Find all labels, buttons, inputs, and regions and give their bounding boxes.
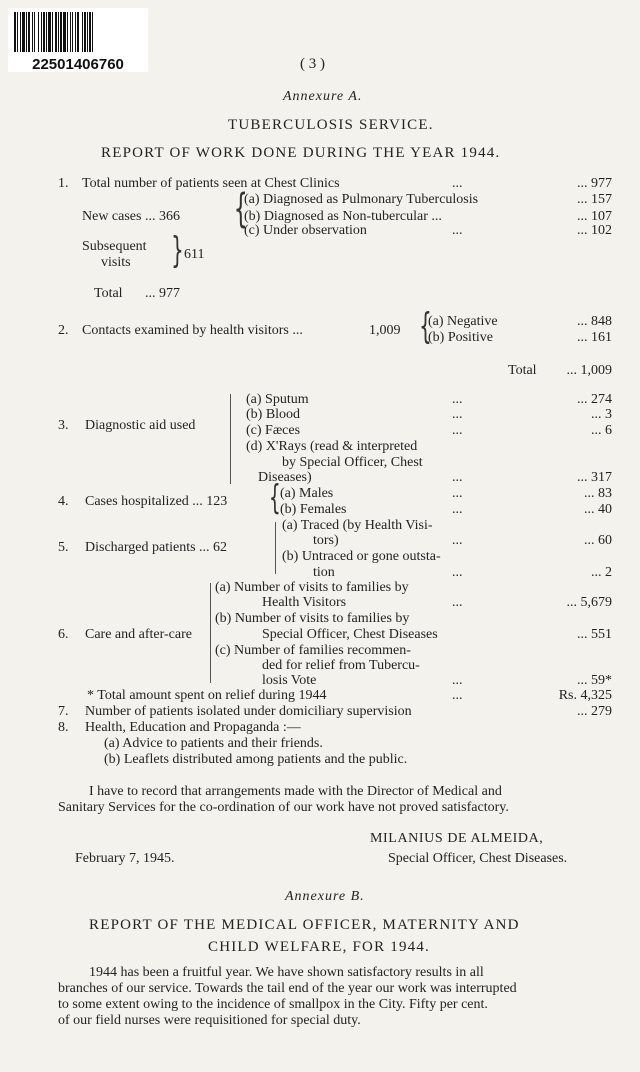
signature-name: MILANIUS DE ALMEIDA, [370,831,544,846]
item6-b-value: ... 551 [577,627,612,642]
barcode-bar [67,12,68,52]
annex-b-title2: CHILD WELFARE, FOR 1944. [208,939,430,955]
barcode-bar [87,12,88,52]
item3-number: 3. [58,418,69,433]
barcode-bar [43,12,45,52]
item1-new-cases: New cases ... 366 [82,209,180,224]
item3-text: Diagnostic aid used [85,418,196,433]
item4-number: 4. [58,494,69,509]
item6-a-line2: Health Visitors [262,595,347,610]
barcode-bar [84,12,86,52]
item5-a-dots: ... [452,533,463,548]
item2-number: 2. [58,323,69,338]
item2-total-label: Total [508,363,537,378]
barcode-bar [63,12,66,52]
item5-b-line2: tion [313,565,335,580]
item5-a-line1: (a) Traced (by Health Visi- [282,518,433,533]
item1-a-value: ... 157 [577,192,612,207]
item6-a-line1: (a) Number of visits to families by [215,580,409,595]
barcode-bar [89,12,91,52]
closing-line2: Sanitary Services for the co-ordination of our work have not proved satisfactory. [58,800,509,815]
barcode-bar [77,12,79,52]
item1-subsequent-value: 611 [184,247,205,262]
item6-a-value: ... 5,679 [566,595,612,610]
item5-text: Discharged patients ... 62 [85,540,228,555]
barcode-bar [17,12,18,52]
item1-dots: ... [452,176,463,191]
item1-text: Total number of patients seen at Chest Clinics [82,176,340,191]
item2-b: (b) Positive [428,330,493,345]
item6-c-value: ... 59* [577,673,612,688]
annex-b-label: Annexure B. [285,889,365,904]
item5-b-dots: ... [452,565,463,580]
item5-number: 5. [58,540,69,555]
item8-number: 8. [58,720,69,735]
item3-d-dots: ... [452,470,463,485]
item2-a: (a) Negative [428,314,498,329]
item4-a-dots: ... [452,486,463,501]
item2-b-value: ... 161 [577,330,612,345]
item5-a-line2: tors) [313,533,339,548]
closing-line1: I have to record that arrangements made with the Director of Medical and [89,784,502,799]
item3-d-line1: (d) X'Rays (read & interpreted [246,439,418,454]
barcode [8,8,148,72]
annex-b-p3: to some extent owing to the incidence of smallpox in the City. Fifty per cent. [58,997,488,1012]
item1-number: 1. [58,176,69,191]
item3-c: (c) Fæces [246,423,301,438]
annex-a-label: Annexure A. [283,89,363,104]
annex-b-p1: 1944 has been a fruitful year. We have shown satisfactory results in all [89,965,484,980]
barcode-bar [82,12,83,52]
item1-b: (b) Diagnosed as Non-tubercular ... [244,209,442,224]
item1-total-value: ... 977 [145,286,180,301]
barcode-bar [38,12,39,52]
item3-a-value: ... 274 [577,392,612,407]
item3-b-dots: ... [452,407,463,422]
item5-a-value: ... 60 [584,533,612,548]
annex-a-subtitle: REPORT OF WORK DONE DURING THE YEAR 1944. [101,145,501,161]
item1-c-value: ... 102 [577,223,612,238]
item4-a-value: ... 83 [584,486,612,501]
barcode-bar [52,12,53,52]
item1-brace: { [233,186,248,232]
item6-c-line3: losis Vote [262,673,317,688]
item4-brace: { [268,478,281,518]
item4-b-value: ... 40 [584,502,612,517]
item2-a-value: ... 848 [577,314,612,329]
barcode-bar [32,12,33,52]
barcode-bar [34,12,35,52]
annex-b-p4: of our field nurses were requisitioned for special duty. [58,1013,361,1028]
item8-b: (b) Leaflets distributed among patients and the public. [104,752,408,767]
item7-value: ... 279 [577,704,612,719]
barcode-bar [75,12,76,52]
item3-c-value: ... 6 [591,423,612,438]
barcode-bar [58,12,59,52]
item2-count: 1,009 [369,323,401,338]
barcode-bar [41,12,42,52]
barcode-bar [55,12,57,52]
item3-a-dots: ... [452,392,463,407]
item1-b-value: ... 107 [577,209,612,224]
item6-brace-line [210,583,212,683]
barcode-bar [28,12,30,52]
item6-b-line1: (b) Number of visits to families by [215,611,410,626]
item6-c-line2: ded for relief from Tubercu- [262,658,420,673]
annex-a-title: TUBERCULOSIS SERVICE. [228,117,434,133]
item4-b: (b) Females [280,502,347,517]
item3-c-dots: ... [452,423,463,438]
item3-d-line2: by Special Officer, Chest [282,455,423,470]
barcode-bar [26,12,27,52]
item2-total-value: ... 1,009 [566,363,612,378]
item1-value: ... 977 [577,176,612,191]
annex-b-p2: branches of our service. Towards the tail end of the year our work was interrupted [58,981,517,996]
item1-c: (c) Under observation [244,223,367,238]
item8-a: (a) Advice to patients and their friends. [104,736,323,751]
item2-text: Contacts examined by health visitors ... [82,323,303,338]
barcode-bar [14,12,16,52]
item3-b-value: ... 3 [591,407,612,422]
item6-c-line1: (c) Number of families recommen- [215,643,411,658]
item5-b-line1: (b) Untraced or gone outsta- [282,549,441,564]
item4-b-dots: ... [452,502,463,517]
item6-b-line2: Special Officer, Chest Diseases [262,627,438,642]
annex-b-title1: REPORT OF THE MEDICAL OFFICER, MATERNITY AND [89,917,520,933]
item1-subsequent-1: Subsequent [82,239,147,254]
item1-subsequent-2: visits [101,255,131,270]
item7-text: Number of patients isolated under domiciliary supervision [85,704,412,719]
item1-subsequent-brace: } [171,230,184,271]
item1-total-label: Total [94,286,123,301]
item6-number: 6. [58,627,69,642]
barcode-bar [22,12,25,52]
barcode-number: 22501406760 [32,56,124,73]
barcode-bar [60,12,62,52]
barcode-bar [20,12,21,52]
item4-text: Cases hospitalized ... 123 [85,494,228,509]
barcode-bars [8,8,148,56]
page-number: ( 3 ) [300,56,325,72]
item5-b-value: ... 2 [591,565,612,580]
item4-a: (a) Males [280,486,334,501]
item6-footnote: * Total amount spent on relief during 1944 [87,688,327,703]
item5-brace-line [275,522,277,574]
item3-brace-line [230,394,232,484]
item3-d-value: ... 317 [577,470,612,485]
signature-date: February 7, 1945. [75,851,175,866]
item8-text: Health, Education and Propaganda :— [85,720,301,735]
barcode-bar [72,12,73,52]
item3-a: (a) Sputum [246,392,309,407]
barcode-bar [70,12,71,52]
signature-title: Special Officer, Chest Diseases. [388,851,568,866]
barcode-bar [92,12,93,52]
item6-a-dots: ... [452,595,463,610]
item7-number: 7. [58,704,69,719]
item6-text: Care and after-care [85,627,192,642]
item3-b: (b) Blood [246,407,301,422]
item1-c-dots: ... [452,223,463,238]
barcode-bar [46,12,47,52]
item6-c-dots: ... [452,673,463,688]
item6-footnote-dots: ... [452,688,463,703]
barcode-bar [48,12,51,52]
item3-d-line3: Diseases) [258,470,312,485]
item2-brace: { [419,306,432,347]
item6-footnote-value: Rs. 4,325 [558,688,612,703]
item1-a: (a) Diagnosed as Pulmonary Tuberculosis [244,192,479,207]
